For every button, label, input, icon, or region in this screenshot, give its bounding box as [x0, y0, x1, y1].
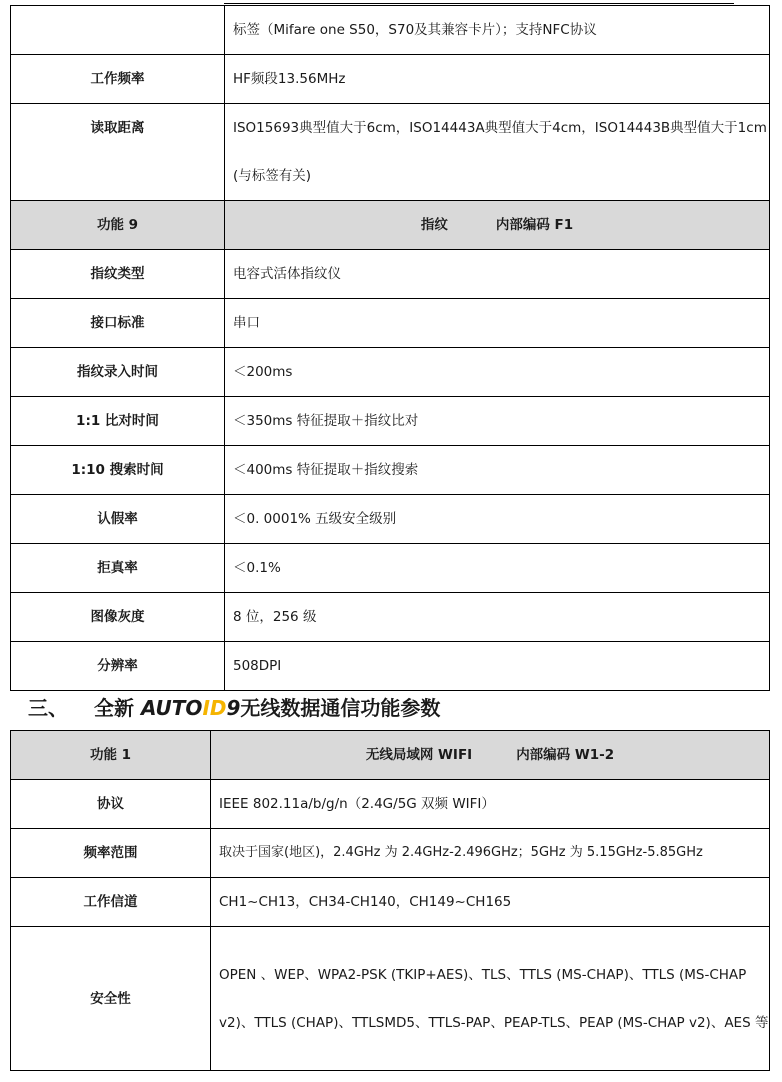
row-label: 拒真率 — [11, 544, 225, 593]
function-code: 内部编码 F1 — [495, 217, 574, 233]
row-label: 接口标准 — [11, 299, 225, 348]
row-label: 认假率 — [11, 495, 225, 544]
row-value: IEEE 802.11a/b/g/n（2.4G/5G 双频 WIFI） — [211, 780, 770, 829]
row-value: 8 位，256 级 — [225, 593, 770, 642]
table-row — [11, 829, 770, 878]
row-value: ISO15693典型值大于6cm，ISO14443A典型值大于4cm，ISO14443B典型值大于1cm (与标签有关) — [225, 104, 770, 201]
row-value: 串口 — [225, 299, 770, 348]
row-label: 1:10 搜索时间 — [11, 446, 225, 495]
table-row — [11, 495, 770, 544]
row-value: ＜0. 0001% 五级安全级别 — [225, 495, 770, 544]
brand-part-id: ID — [202, 696, 227, 720]
function-title — [225, 201, 770, 250]
row-value: ＜350ms 特征提取＋指纹比对 — [225, 397, 770, 446]
row-label: 分辨率 — [11, 642, 225, 691]
table-row — [11, 642, 770, 691]
row-value: HF频段13.56MHz — [225, 55, 770, 104]
table-row — [11, 593, 770, 642]
row-label: 频率范围 — [11, 829, 211, 878]
row-label: 指纹录入时间 — [11, 348, 225, 397]
table-row — [11, 6, 770, 55]
row-value: 508DPI — [225, 642, 770, 691]
reader-fingerprint-spec-table — [10, 5, 770, 691]
table-row — [11, 780, 770, 829]
row-value: ＜400ms 特征提取＋指纹搜索 — [225, 446, 770, 495]
row-value: 取决于国家(地区)，2.4GHz 为 2.4GHz-2.496GHz；5GHz 为 5.15GHz-5.85GHz — [211, 829, 770, 878]
row-value: ＜0.1% — [225, 544, 770, 593]
wireless-spec-table — [10, 730, 770, 1071]
row-label: 工作信道 — [11, 878, 211, 927]
brand-part-auto: AUTO — [140, 696, 203, 720]
row-value: ＜200ms — [225, 348, 770, 397]
function-number: 功能 9 — [11, 201, 225, 250]
function-header-row — [11, 201, 770, 250]
table-row — [11, 348, 770, 397]
row-label: 安全性 — [11, 927, 211, 1071]
row-value: 标签（Mifare one S50，S70及其兼容卡片）；支持NFC协议 — [225, 6, 770, 55]
row-label: 1:1 比对时间 — [11, 397, 225, 446]
row-label: 指纹类型 — [11, 250, 225, 299]
row-value: CH1~CH13，CH34-CH140，CH149~CH165 — [211, 878, 770, 927]
function-header-row — [11, 731, 770, 780]
row-label — [11, 6, 225, 55]
function-title — [211, 731, 770, 780]
function-name: 指纹 — [420, 217, 448, 233]
table-row — [11, 397, 770, 446]
function-number: 功能 1 — [11, 731, 211, 780]
table-row — [11, 878, 770, 927]
table-row — [11, 927, 770, 1071]
section-number: 三、 — [28, 696, 68, 720]
section-heading — [28, 690, 440, 726]
brand-name — [141, 696, 240, 720]
table-row — [11, 55, 770, 104]
table-row — [11, 446, 770, 495]
table-row — [11, 299, 770, 348]
function-name: 无线局域网 WIFI — [365, 747, 473, 763]
brand-part-9: 9 — [226, 696, 241, 720]
row-label: 读取距离 — [11, 104, 225, 201]
table-row — [11, 104, 770, 201]
section-suffix: 无线数据通信功能参数 — [240, 696, 441, 720]
top-border-line — [224, 3, 734, 4]
row-value: OPEN 、WEP、WPA2-PSK (TKIP+AES)、TLS、TTLS (MS-CHAP)、TTLS (MS-CHAP v2)、TTLS (CHAP)、TTLSMD5、TTLS-PAP、PEAP-TLS、PEAP (MS-CHAP v2)、AES 等 — [211, 927, 770, 1071]
row-label: 工作频率 — [11, 55, 225, 104]
row-label: 协议 — [11, 780, 211, 829]
row-value: 电容式活体指纹仪 — [225, 250, 770, 299]
table-row — [11, 250, 770, 299]
section-prefix: 全新 — [94, 696, 141, 720]
row-label: 图像灰度 — [11, 593, 225, 642]
table-row — [11, 544, 770, 593]
function-code: 内部编码 W1-2 — [516, 747, 615, 763]
